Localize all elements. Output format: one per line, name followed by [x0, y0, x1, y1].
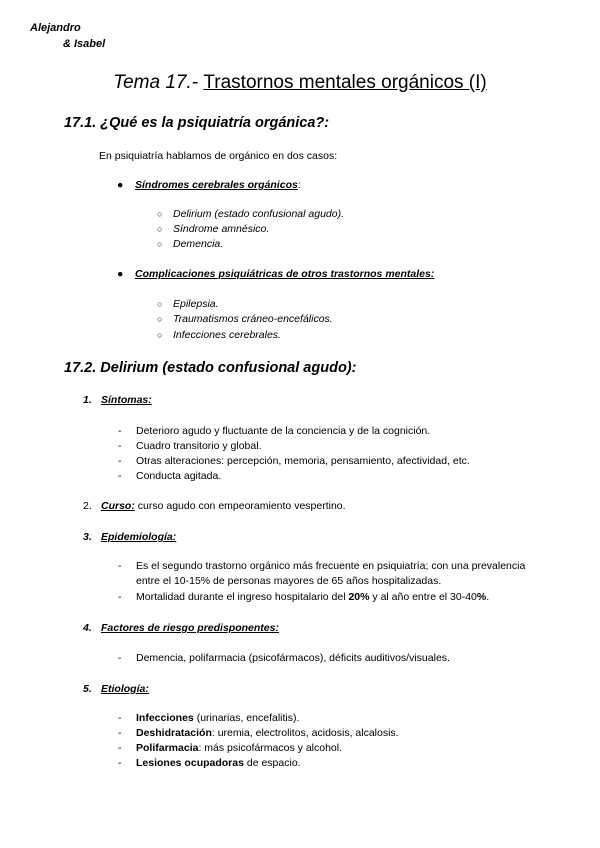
list-item: - Infecciones (urinarias, encefalitis). [118, 712, 300, 724]
list-item: ○ Delirium (estado confusional agudo). [157, 208, 345, 220]
list-item: - Mortalidad durante el ingreso hospitalario del 20% y al año entre el 30-40%. [118, 591, 490, 603]
list-item: ○ Demencia. [157, 238, 224, 250]
page-title [0, 70, 600, 96]
circle-bullet-icon: ○ [157, 224, 163, 234]
author-name-2: & Isabel [63, 38, 106, 50]
title-main: Trastornos mentales orgánicos (I) [203, 72, 487, 93]
section1-intro: En psiquiatría hablamos de orgánico en dos casos: [99, 150, 338, 162]
circle-bullet-icon: ○ [157, 330, 163, 340]
numbered-heading: 2. Curso: curso agudo con empeoramiento vespertino. [83, 500, 346, 512]
numbered-heading: 5. Etiología: [83, 683, 149, 695]
list-item: - Es el segundo trastorno orgánico más frecuente en psiquiatría; con una prevalencia [118, 560, 526, 572]
bullet-icon: ● [117, 268, 124, 280]
group-heading: ● Complicaciones psiquiátricas de otros trastornos mentales: [117, 268, 435, 280]
list-item: - Conducta agitada. [118, 470, 222, 482]
circle-bullet-icon: ○ [157, 314, 163, 324]
list-item: - Otras alteraciones: percepción, memoria, pensamiento, afectividad, etc. [118, 455, 470, 467]
numbered-heading: 4. Factores de riesgo predisponentes: [83, 622, 279, 634]
bullet-icon: ● [117, 179, 124, 191]
list-item: ○ Traumatismos cráneo-encefálicos. [157, 313, 333, 325]
circle-bullet-icon: ○ [157, 209, 163, 219]
section-heading-2: 17.2. Delirium (estado confusional agudo): [64, 360, 357, 376]
section-heading-1: 17.1. ¿Qué es la psiquiatría orgánica?: [64, 115, 330, 131]
group-heading: ● Síndromes cerebrales orgánicos: [117, 179, 301, 191]
list-item: - Lesiones ocupadoras de espacio. [118, 757, 301, 769]
list-item: - Polifarmacia: más psicofármacos y alcohol. [118, 742, 343, 754]
list-item-continuation: entre el 10-15% de personas mayores de 65 años hospitalizadas. [136, 575, 442, 587]
title-prefix: Tema 17.- [113, 72, 204, 93]
list-item: ○ Epilepsia. [157, 298, 219, 310]
list-item: - Cuadro transitorio y global. [118, 440, 262, 452]
circle-bullet-icon: ○ [157, 239, 163, 249]
list-item: - Deterioro agudo y fluctuante de la conciencia y de la cognición. [118, 425, 431, 437]
author-name-1: Alejandro [30, 22, 81, 34]
numbered-heading: 3. Epidemiología: [83, 531, 177, 543]
numbered-heading: 1. Síntomas: [83, 394, 152, 406]
list-item: ○ Infecciones cerebrales. [157, 329, 281, 341]
list-item: - Deshidratación: uremia, electrolitos, acidosis, alcalosis. [118, 727, 399, 739]
list-item: - Demencia, polifarmacia (psicofármacos), déficits auditivos/visuales. [118, 652, 450, 664]
list-item: ○ Síndrome amnésico. [157, 223, 270, 235]
circle-bullet-icon: ○ [157, 299, 163, 309]
